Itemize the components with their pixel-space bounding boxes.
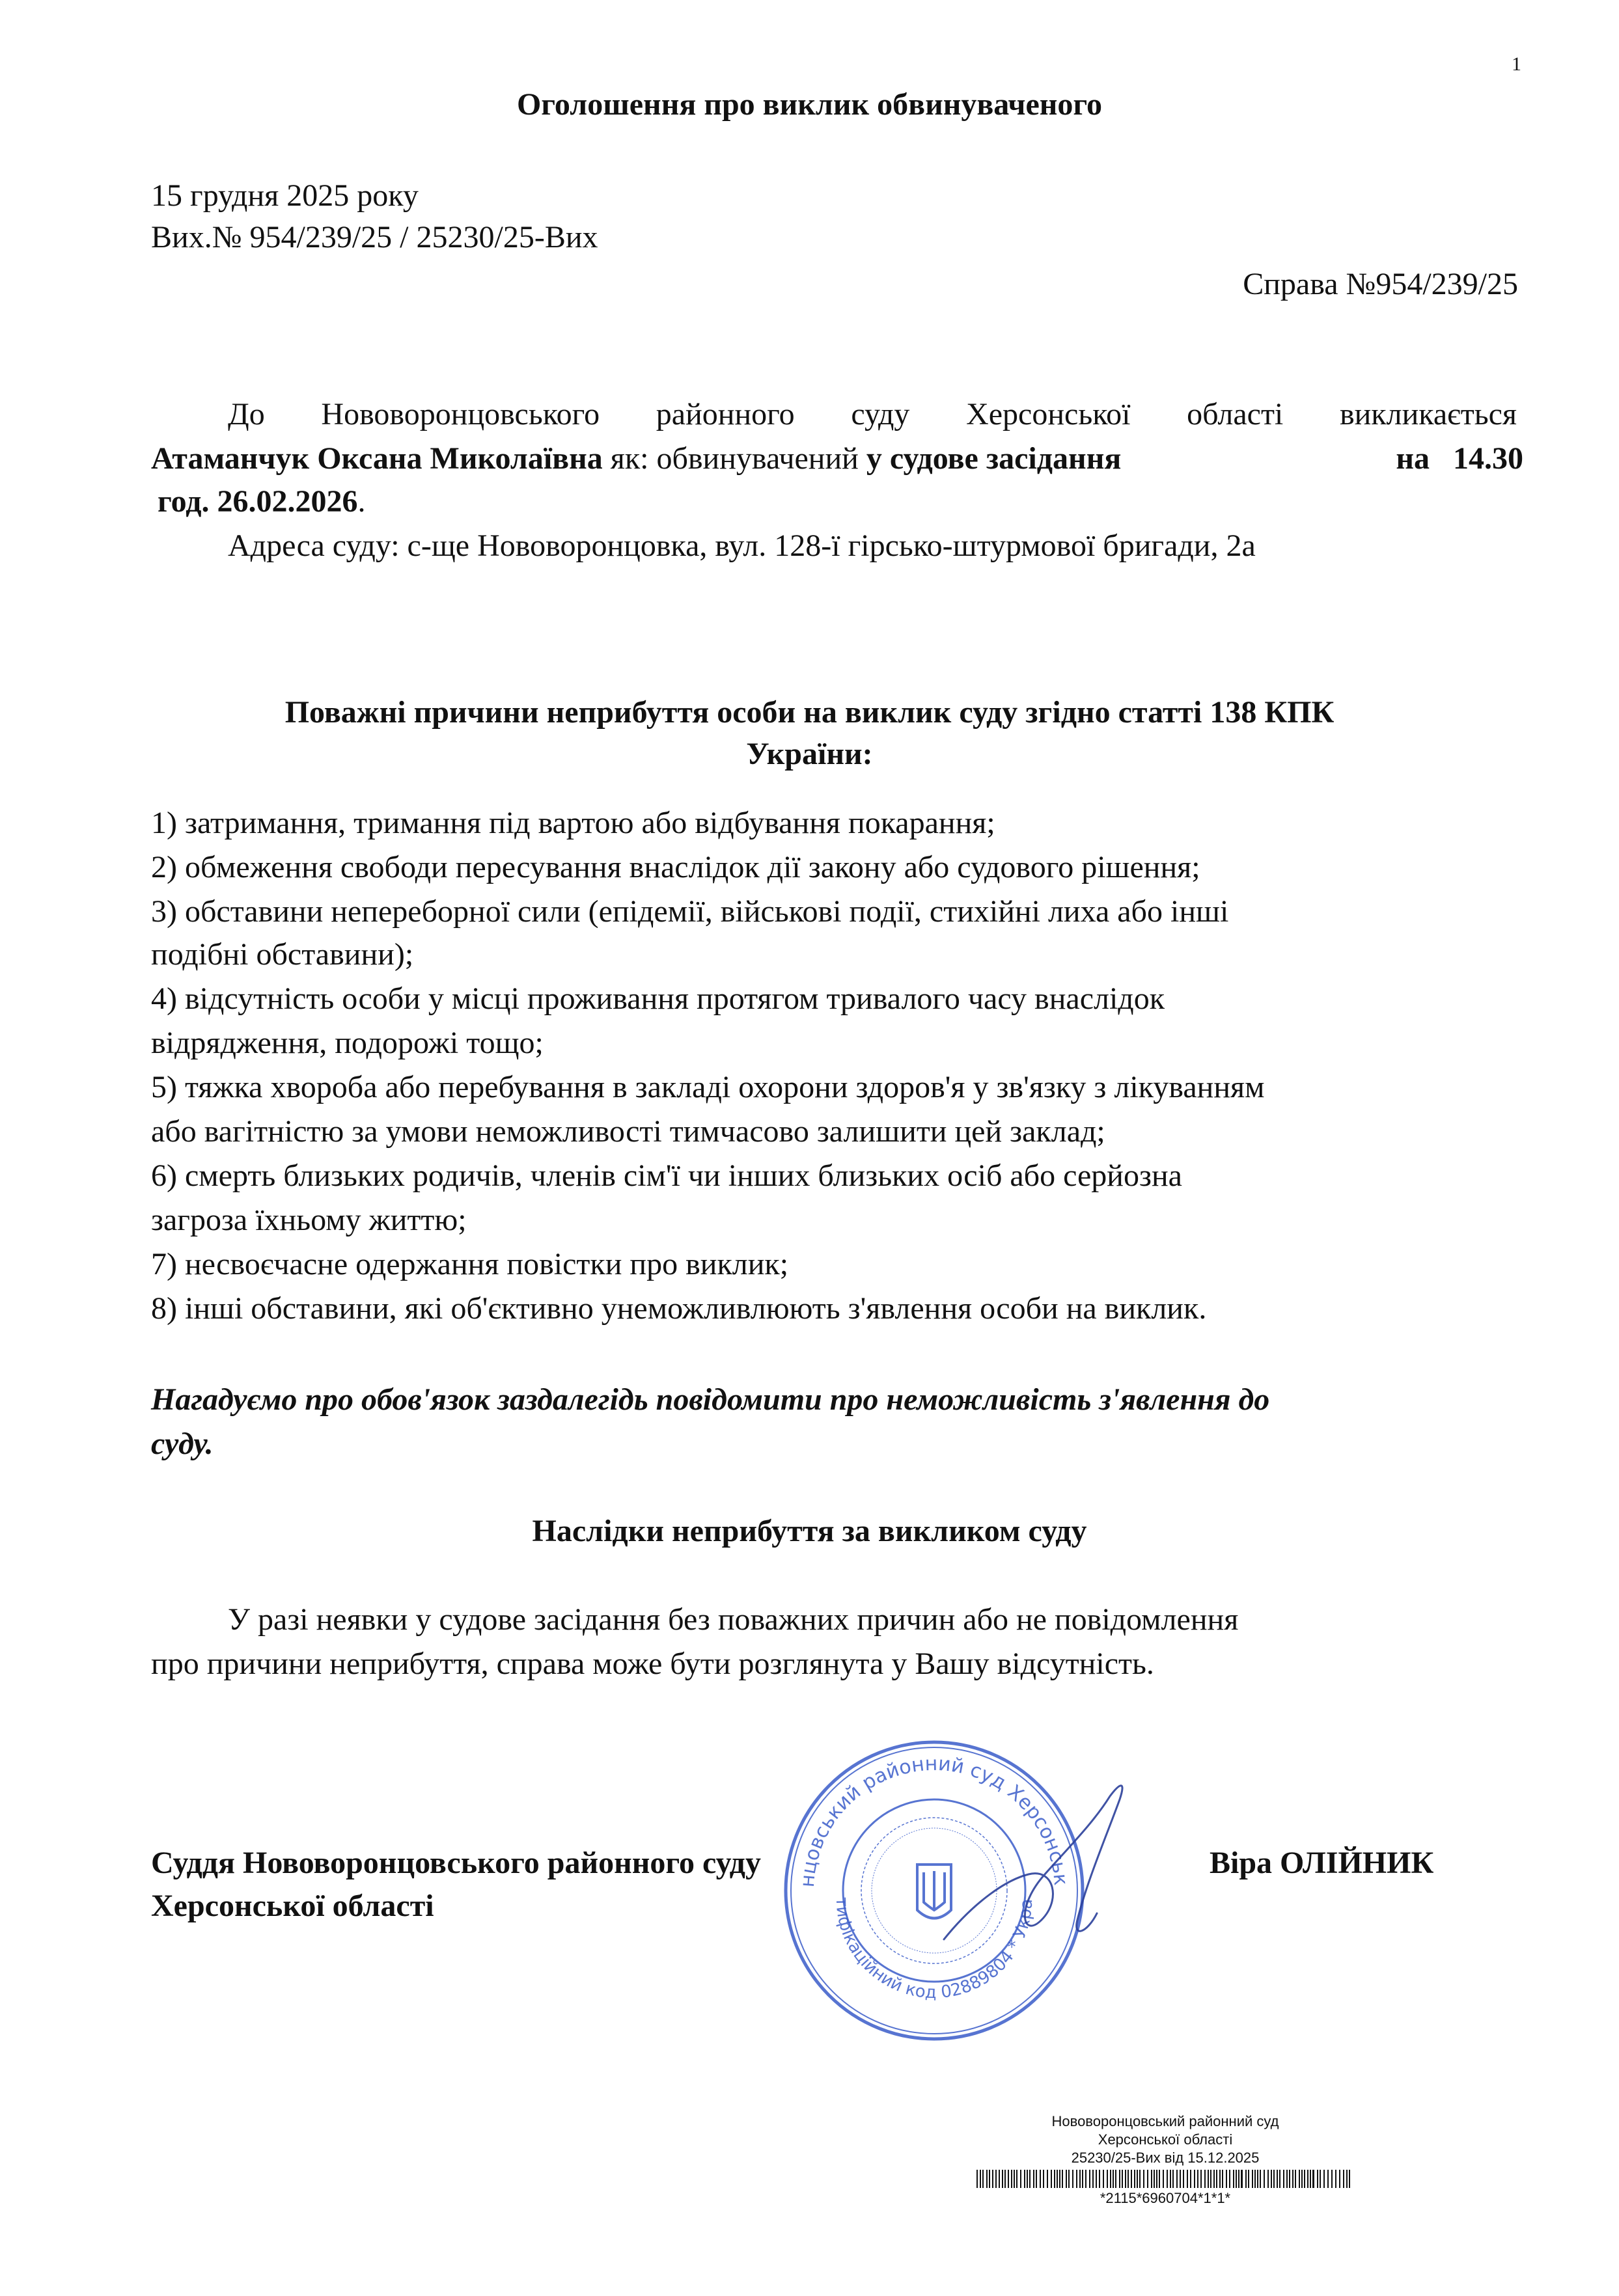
- barcode-bar: [1033, 2170, 1034, 2188]
- reason-line: 8) інші обставини, які об'єктивно унеможливлюють з'явлення особи на виклик.: [151, 1291, 1207, 1326]
- document-title: Оголошення про виклик обвинуваченого: [516, 87, 1103, 122]
- barcode-bar: [1096, 2170, 1097, 2188]
- barcode-bar: [1085, 2170, 1086, 2188]
- barcode-bar: [1233, 2170, 1234, 2188]
- barcode-icon: [976, 2170, 1354, 2188]
- barcode-bar: [1103, 2170, 1104, 2188]
- barcode-bar: [1176, 2170, 1178, 2188]
- barcode-bar: [1110, 2170, 1111, 2188]
- barcode-bar: [1264, 2170, 1265, 2188]
- court-address: Адреса суду: с-ще Нововоронцовка, вул. 128-ї гірсько-штурмової бригади, 2а: [228, 528, 1256, 563]
- reason-line: 3) обставини непереборної сили (епідемії, військові події, стихійні лиха або інші: [151, 894, 1229, 929]
- barcode-bar: [1183, 2170, 1184, 2188]
- barcode-bar: [1051, 2170, 1052, 2188]
- footer-court-line-2: Херсонської області: [1098, 2131, 1233, 2148]
- barcode-bar: [1014, 2170, 1015, 2188]
- hearing-label: у судове засідання: [866, 441, 1122, 476]
- barcode-bar: [1226, 2170, 1227, 2188]
- barcode-bar: [1222, 2170, 1223, 2188]
- reasons-heading-2: України:: [746, 737, 873, 771]
- consequences-line-2: про причини неприбуття, справа може бути розглянута у Вашу відсутність.: [151, 1647, 1154, 1681]
- reason-line: 5) тяжка хвороба або перебування в закладі охорони здоров'я у зв'язку з лікуванням: [151, 1070, 1265, 1104]
- barcode-bar: [1267, 2170, 1269, 2188]
- hearing-date-suffix: .: [357, 484, 366, 519]
- barcode-bar: [1204, 2170, 1206, 2188]
- barcode-bar: [1137, 2170, 1138, 2188]
- barcode-bar: [1241, 2170, 1243, 2188]
- barcode-bar: [1279, 2170, 1280, 2188]
- barcode-bar: [1180, 2170, 1181, 2188]
- barcode-bar: [1335, 2170, 1336, 2188]
- barcode-bar: [1082, 2170, 1083, 2188]
- barcode-bar: [999, 2170, 1000, 2188]
- barcode: [976, 2170, 1354, 2188]
- barcode-bar: [1027, 2170, 1028, 2188]
- barcode-bar: [1092, 2170, 1094, 2188]
- barcode-bar: [1349, 2170, 1350, 2188]
- barcode-bar: [1119, 2170, 1120, 2188]
- barcode-bar: [1323, 2170, 1325, 2188]
- barcode-bar: [1260, 2170, 1261, 2188]
- summons-person-row: [151, 437, 1121, 480]
- reason-line: 2) обмеження свободи пересування внаслідок дії закону або судового рішення;: [151, 850, 1200, 884]
- document-date: 15 грудня 2025 року: [151, 178, 419, 213]
- barcode-bar: [1210, 2170, 1211, 2188]
- barcode-bar: [1289, 2170, 1290, 2188]
- footer-court-line-1: Нововоронцовський районний суд: [1051, 2113, 1279, 2129]
- barcode-bar: [1200, 2170, 1202, 2188]
- barcode-bar: [1216, 2170, 1217, 2188]
- barcode-bar: [1076, 2170, 1077, 2188]
- barcode-bar: [1238, 2170, 1239, 2188]
- stamp-text-top: нцовський районний суд Херсонськ: [796, 1752, 1072, 1889]
- barcode-bar: [1068, 2170, 1070, 2188]
- reminder-line-1: Нагадуємо про обов'язок заздалегідь повідомити про неможливість з'явлення до: [151, 1382, 1270, 1417]
- barcode-bar: [1194, 2170, 1195, 2188]
- barcode-bar: [1292, 2170, 1294, 2188]
- barcode-bar: [1156, 2170, 1157, 2188]
- barcode-bar: [1310, 2170, 1311, 2188]
- barcode-bar: [1072, 2170, 1073, 2188]
- barcode-bar: [1271, 2170, 1272, 2188]
- barcode-bar: [1059, 2170, 1060, 2188]
- barcode-bar: [1236, 2170, 1237, 2188]
- barcode-bar: [1277, 2170, 1278, 2188]
- barcode-bar: [1020, 2170, 1021, 2188]
- barcode-bar: [1147, 2170, 1148, 2188]
- reason-line: 6) смерть близьких родичів, членів сім'ї чи інших близьких осіб або серйозна: [151, 1158, 1182, 1193]
- hearing-time: 14.30: [1453, 441, 1523, 476]
- barcode-bar: [1248, 2170, 1249, 2188]
- barcode-bar: [1252, 2170, 1253, 2188]
- barcode-bar: [1317, 2170, 1318, 2188]
- barcode-bar: [1024, 2170, 1025, 2188]
- summons-line-1: [151, 393, 1517, 436]
- barcode-bar: [1036, 2170, 1037, 2188]
- barcode-bar: [1125, 2170, 1126, 2188]
- barcode-text: *2115*6960704*1*1*: [1100, 2190, 1231, 2206]
- barcode-bar: [1320, 2170, 1321, 2188]
- barcode-bar: [1134, 2170, 1135, 2188]
- outgoing-number: Вих.№ 954/239/25 / 25230/25-Вих: [151, 220, 598, 254]
- barcode-bar: [1066, 2170, 1067, 2188]
- barcode-bar: [1008, 2170, 1009, 2188]
- barcode-bar: [1312, 2170, 1314, 2188]
- reason-line: 7) несвоєчасне одержання повістки про виклик;: [151, 1247, 789, 1281]
- stamp-text-bottom: тифікаційний код 02889804 * Укра: [831, 1896, 1037, 2003]
- summons-intro: До Нововоронцовського районного суду Херсонської області викликається: [228, 397, 1517, 431]
- na-label: на: [1396, 441, 1430, 476]
- barcode-bar: [986, 2170, 988, 2188]
- barcode-bar: [1122, 2170, 1123, 2188]
- case-number: Справа №954/239/25: [1243, 267, 1518, 301]
- consequences-heading: Наслідки неприбуття за викликом суду: [532, 1514, 1087, 1548]
- barcode-bar: [1115, 2170, 1116, 2188]
- barcode-bar: [1304, 2170, 1305, 2188]
- barcode-bar: [1245, 2170, 1247, 2188]
- barcode-bar: [1283, 2170, 1284, 2188]
- barcode-bar: [1301, 2170, 1303, 2188]
- consequences-line-1: У разі неявки у судове засідання без поважних причин або не повідомлення: [228, 1602, 1239, 1637]
- barcode-bar: [1197, 2170, 1198, 2188]
- barcode-bar: [1170, 2170, 1171, 2188]
- barcode-bar: [1079, 2170, 1081, 2188]
- barcode-bar: [992, 2170, 993, 2188]
- barcode-bar: [1219, 2170, 1221, 2188]
- barcode-bar: [1054, 2170, 1055, 2188]
- reason-line: або вагітністю за умови неможливості тимчасово залишити цей заклад;: [151, 1114, 1105, 1149]
- barcode-bar: [1043, 2170, 1044, 2188]
- barcode-bar: [1139, 2170, 1141, 2188]
- hearing-date: год. 26.02.2026: [158, 484, 358, 519]
- barcode-bar: [1273, 2170, 1275, 2188]
- person-role: як: обвинувачений: [602, 441, 866, 476]
- signature-mark: [931, 1770, 1191, 1965]
- barcode-bar: [1213, 2170, 1215, 2188]
- barcode-bar: [1128, 2170, 1129, 2188]
- barcode-bar: [1167, 2170, 1168, 2188]
- barcode-bar: [1047, 2170, 1048, 2188]
- reason-line: відрядження, подорожі тощо;: [151, 1026, 544, 1060]
- reason-line: 1) затримання, тримання під вартою або відбування покарання;: [151, 806, 995, 840]
- barcode-bar: [1029, 2170, 1031, 2188]
- barcode-bar: [1089, 2170, 1090, 2188]
- reasons-heading-1: Поважні причини неприбуття особи на виклик суду згідно статті 138 КПК: [284, 695, 1335, 730]
- reason-line: подібні обставини);: [151, 937, 414, 972]
- barcode-bar: [1343, 2170, 1344, 2188]
- barcode-bar: [1257, 2170, 1258, 2188]
- barcode-bar: [1107, 2170, 1108, 2188]
- barcode-bar: [1131, 2170, 1132, 2188]
- hearing-time-row: [1396, 437, 1523, 480]
- barcode-bar: [1295, 2170, 1296, 2188]
- reason-line: 4) відсутність особи у місці проживання протягом тривалого часу внаслідок: [151, 981, 1165, 1016]
- barcode-bar: [1187, 2170, 1188, 2188]
- barcode-bar: [1113, 2170, 1114, 2188]
- barcode-bar: [1331, 2170, 1333, 2188]
- summons-line-3: [158, 480, 366, 523]
- barcode-bar: [1011, 2170, 1012, 2188]
- barcode-bar: [1016, 2170, 1017, 2188]
- barcode-bar: [1172, 2170, 1174, 2188]
- judge-position-1: Суддя Нововоронцовського районного суду: [151, 1846, 761, 1880]
- barcode-bar: [1159, 2170, 1160, 2188]
- barcode-bar: [1099, 2170, 1100, 2188]
- barcode-bar: [1346, 2170, 1348, 2188]
- barcode-bar: [1062, 2170, 1063, 2188]
- barcode-bar: [989, 2170, 990, 2188]
- barcode-bar: [1208, 2170, 1209, 2188]
- barcode-bar: [1299, 2170, 1300, 2188]
- barcode-bar: [995, 2170, 997, 2188]
- barcode-bar: [1163, 2170, 1164, 2188]
- judge-name: Віра ОЛІЙНИК: [1210, 1846, 1434, 1880]
- summons-line-2: [151, 437, 1523, 480]
- barcode-bar: [1004, 2170, 1006, 2188]
- page-number: 1: [1512, 53, 1521, 75]
- barcode-bar: [1229, 2170, 1230, 2188]
- handwritten-signature-icon: [931, 1770, 1191, 1965]
- barcode-bar: [1327, 2170, 1329, 2188]
- barcode-bar: [1143, 2170, 1144, 2188]
- judge-position-2: Херсонської області: [151, 1889, 434, 1923]
- barcode-bar: [1057, 2170, 1058, 2188]
- barcode-bar: [1339, 2170, 1340, 2188]
- barcode-bar: [1151, 2170, 1152, 2188]
- barcode-bar: [976, 2170, 978, 2188]
- reminder-line-2: суду.: [151, 1427, 214, 1461]
- barcode-bar: [1154, 2170, 1155, 2188]
- reason-line: загроза їхньому життю;: [151, 1203, 467, 1237]
- barcode-bar: [1040, 2170, 1041, 2188]
- barcode-bar: [980, 2170, 981, 2188]
- barcode-bar: [1286, 2170, 1288, 2188]
- barcode-bar: [1190, 2170, 1191, 2188]
- barcode-bar: [982, 2170, 984, 2188]
- barcode-bar: [1002, 2170, 1003, 2188]
- barcode-bar: [1307, 2170, 1308, 2188]
- barcode-bar: [1254, 2170, 1256, 2188]
- person-name: Атаманчук Оксана Миколаївна: [151, 441, 603, 476]
- footer-reg-line: 25230/25-Вих від 15.12.2025: [1071, 2150, 1260, 2166]
